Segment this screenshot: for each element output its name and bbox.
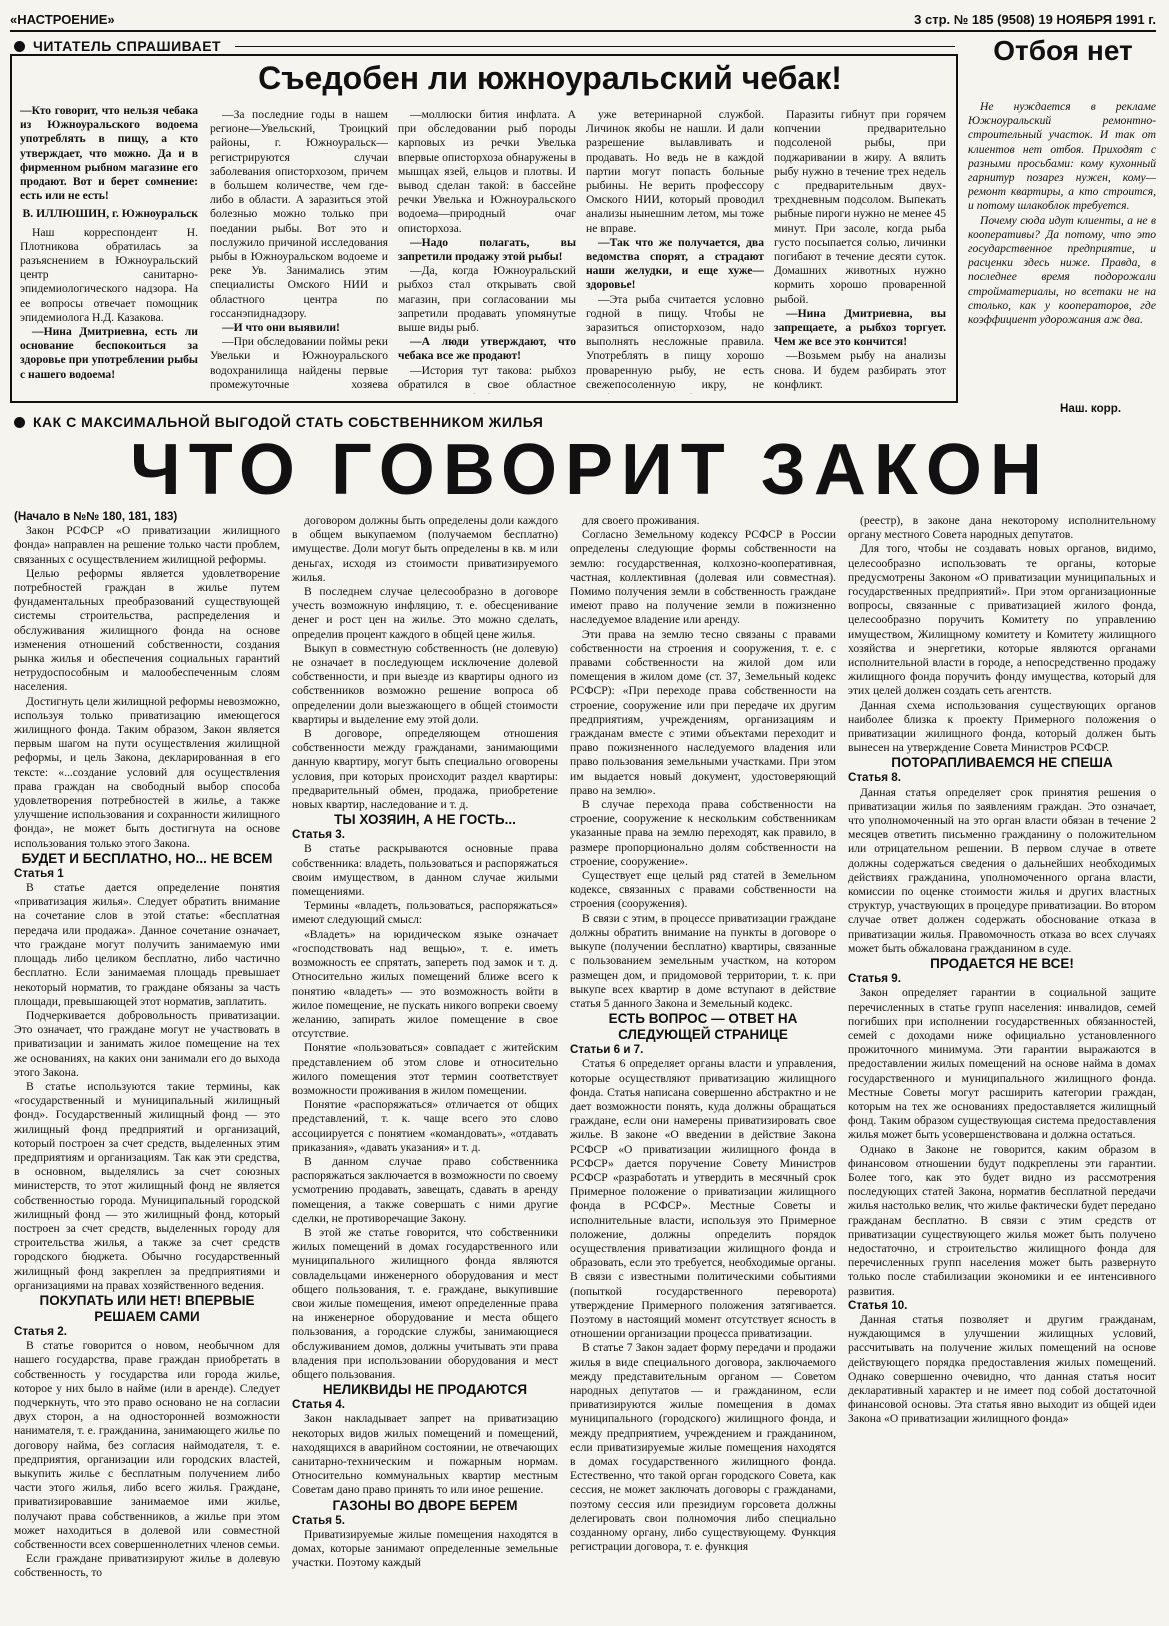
- side-note-signature: Наш. корр.: [1060, 402, 1122, 415]
- section-heading: БУДЕТ И БЕСПЛАТНО, НО... НЕ ВСЕМ: [21, 850, 273, 866]
- reader-q6: —Нина Дмитриевна, вы запрещаете, а рыбхоз торгует. Чем же все это кончится!: [774, 306, 946, 349]
- reader-q1: —Нина Дмитриевна, есть ли основание беспокоиться за здоровье при употреблении рыбы с нашего водоема!: [20, 325, 198, 381]
- law-paragraph: В статье используются такие термины, как «государственный и муниципальный жилищный фонд». Государственный жилищный фонд — это жилищный фонд предприятий и организаций, который построен за счет средств, выделенных этим предприятиям и организациям. Так как эти средства, в основном, выделялись за счет союзных министерств, то этот жилищный фонд не является собственностью города. Муниципальный городской жилищный фонд — это жилищный фонд, который построен за счет средств, выделенных городу для строительства жилья, а также за счет средств городского бюджета. Обычно государственный жилищный фонд закреплен за предприятиями и организациями на правах хозяйственного ведения.: [14, 1079, 280, 1292]
- article-label: Статья 3.: [292, 828, 345, 842]
- bullet-icon: [14, 41, 25, 52]
- law-paragraph: В данном случае право собственника распоряжаться заключается в возможности по своему усмотрению продавать, завещать, сдавать в аренду помещения, а также совершать с ними другие сделки, не противоречащие Закону.: [292, 1154, 558, 1225]
- section-heading: ТЫ ХОЗЯИН, А НЕ ГОСТЬ...: [334, 812, 516, 828]
- article-label: Статья 4.: [292, 1398, 345, 1412]
- law-paragraph: Существует еще целый ряд статей в Земельном кодексе, связанных с правами собственности на строения (сооружения).: [570, 869, 836, 911]
- article-label: Статья 5.: [292, 1513, 345, 1527]
- bullet-icon: [14, 417, 25, 428]
- law-paragraph: В этой же статье говорится, что собственники жилых помещений в домах государственного или муниципального жилищного фонда являются совладельцами инженерного оборудования и мест общего пользования, т. е. граждане, выкупившие свои жилые помещения, имеют определенные права на инженерное оборудование и места общего пользования, а городские службы, занимающиеся обслуживанием домов, должны учитывать эти права владения при использовании оборудования и мест общего пользования.: [292, 1225, 558, 1381]
- law-paragraph: Данная схема использования существующих органов наиболее близка к проекту Примерного положения о приватизации жилищного фонда, который должен быть вынесен на утверждение Совета Министров РСФСР.: [848, 698, 1156, 755]
- law-paragraph: В связи с этим, в процессе приватизации граждане должны обратить внимание на пункты в договоре о выкупе (получении бесплатно) квартиры, связанные с пользованием земельным участком, на котором размещен дом, и придомовой территории, т. к. при выкупе всех квартир в доме вступают в действие статья 5 данного Закона и Земельный кодекс.: [570, 911, 836, 1010]
- law-paragraph: В последнем случае целесообразно в договоре учесть возможную инфляцию, т. е. обесценивание денег и рост цен на жилье. Это можно сделать, определив процент каждого в общей цене жилья.: [292, 585, 558, 641]
- law-paragraph: Данная статья определяет срок принятия решения о приватизации жилья по заявлениям граждан. Это означает, что уполномоченный на это орган власти обязан в течение 2 месяцев ответить письменно гражданину о положительном или отрицательном решении. В первом случае в ответе должны содержаться сведения о дальнейших необходимых действиях гражданина, уполномоченного органа власти, комиссии по оценке стоимости жилья и других властных структур, участвующих в процедуре приватизации. Во втором случае ответ должен содержать обоснование отказа в приватизации жилья. Правомочность отказа во всех случаях может быть обжалована гражданином в суде.: [848, 785, 1156, 955]
- law-paragraph: (реестр), в законе дана некоторому исполнительному органу местного Совета народных депутатов.: [848, 514, 1156, 542]
- law-paragraph: Статья 6 определяет органы власти и управления, которые осуществляют приватизацию жилищного фонда. Статья написана совершенно абстрактно и не дает возможности понять, куда должны обращаться граждане, если они намерены приватизировать свое жилье. В законе «О введении в действие Закона РСФСР «О приватизации жилищного фонда в РСФСР» дается поручение Совету Министров РСФСР «разработать и утвердить в месячный срок Примерное положение о приватизации жилищного фонда в РСФСР». Местные Советы и исполнительные власти, используя это Примерное положение, должны определить порядок осуществления приватизации жилищного фонда и образовать, если это требуется, необходимые органы. В связи с известными политическими событиями (попыткой государственного переворота) утверждение Примерного положения затягивается. Поэтому в настоящий момент отсутствует ясность в отношении организации процесса приватизации.: [570, 1057, 836, 1341]
- reader-question: —Кто говорит, что нельзя чебака из Южноуральского водоема употреблять в пищу, а кто утверждает, что можно. Да и в фирменном рыбном магазине его продают. Вот и берет сомнение: есть или не есть!: [20, 104, 198, 203]
- newspaper-name: «НАСТРОЕНИЕ»: [10, 12, 115, 27]
- issue-info: 3 стр. № 185 (9508) 19 НОЯБРЯ 1991 г.: [914, 12, 1156, 27]
- article-label: Статья 9.: [848, 972, 901, 986]
- law-paragraph: Закон определяет гарантии в социальной защите перечисленных в статье групп населения: инвалидов, семей погибших при исполнении государственных обязанностей, семей с доходами ниже официально установленного прожиточного минимума. Эти гарантии выражаются в предоставлении жилых помещений на основе найма в домах государственного и муниципального жилищного фонда. Местные Советы могут расширить категории граждан, которым на тех же основаниях предоставляется жилищный фонд. Таким образом существующая система предоставления жилья может быть усовершенствована и должна остаться.: [848, 986, 1156, 1142]
- section-heading: ПОТОРАПЛИВАЕМСЯ НЕ СПЕША: [891, 755, 1113, 771]
- reader-q2: —И что они выявили!: [222, 321, 340, 335]
- reader-a6: —Возьмем рыбу на анализы снова. И будем разбирать этот конфликт.: [774, 349, 946, 391]
- law-paragraph: В случае перехода права собственности на строение, сооружение к нескольким собственникам указанные права на землю переходят, как правило, в размере пропорционально долям собственности на строение, сооружение».: [570, 798, 836, 868]
- section-heading: ГАЗОНЫ ВО ДВОРЕ БЕРЕМ: [332, 1497, 518, 1513]
- section-heading: НЕЛИКВИДЫ НЕ ПРОДАЮТСЯ: [322, 1382, 528, 1398]
- section-heading: ЕСТЬ ВОПРОС — ОТВЕТ НА СЛЕДУЮЩЕЙ СТРАНИЦЕ: [608, 1011, 798, 1043]
- law-paragraph: «Владеть» на юридическом языке означает «господствовать над вещью», т. е. иметь возможность ее спрятать, запереть под замок и т. д. Относительно жилых помещений ближе всего к понятию «владеть» — это возможность войти в жилое помещение, не пускать никого вопреки своему желанию, запирать жилое помещение в свое отсутствие.: [292, 927, 558, 1041]
- reader-q4: —А люди утверждают, что чебака все же продают!: [398, 335, 576, 363]
- law-paragraph: Приватизируемые жилые помещения находятся в домах, которые занимают определенные земельные участки. Поэтому каждый: [292, 1527, 558, 1570]
- reader-col-2: [210, 108, 388, 394]
- reader-a2: —При обследовании поймы реки Увельки и Южноуральского водохранилища найдены первые промежуточные хозяева: [210, 335, 388, 391]
- law-paragraph: Выкуп в совместную собственность (не долевую) не означает в последующем исключение долевой собственности, и при выезде из квартиры одного из собственников возможно решение вопроса об определении доли выезжающего в общей стоимости квартиры и выделение ему этой доли.: [292, 641, 558, 726]
- reader-col-3: [398, 108, 576, 394]
- law-paragraph: В статье раскрываются основные права собственника: владеть, пользоваться и распоряжаться своим имуществом, в данном случае жилыми помещениями.: [292, 842, 558, 899]
- law-kicker: КАК С МАКСИМАЛЬНОЙ ВЫГОДОЙ СТАТЬ СОБСТВЕННИКОМ ЖИЛЬЯ: [14, 414, 543, 430]
- law-col-3: [570, 514, 836, 1622]
- law-paragraph: Целью реформы является удовлетворение потребностей граждан в жилье путем фундаментальных преобразований существующей системы строительства, распределения и обслуживания жилищного фонда на основе изменения отношений собственности, создания рынка жилья и обеспечения социальных гарантий нетрудоспособным и малообеспеченным слоям населения.: [14, 566, 280, 694]
- reader-col-5: [774, 108, 946, 394]
- reader-headline: Съедобен ли южноуральский чебак!: [258, 60, 842, 96]
- reader-signature: В. ИЛЛЮШИН, г. Южноуральск: [22, 207, 198, 221]
- law-paragraph: договором должны быть определены доли каждого в общем выкупаемом (получаемом бесплатно) имуществе. Доли могут быть определены в кв. м или деньгах, исходя из стоимости приватизируемого жилья.: [292, 514, 558, 584]
- law-paragraph: Подчеркивается добровольность приватизации. Это означает, что граждане могут не участвовать в приватизации и занимать жилое помещение на тех же основаниях, на каких они занимали его до выхода этого Закона.: [14, 1008, 280, 1079]
- reader-q5: —Так что же получается, два ведомства спорят, а страдают наши желудки, и еще хуже—здоровье!: [586, 235, 764, 292]
- section-heading: ПРОДАЕТСЯ НЕ ВСЕ!: [930, 956, 1074, 972]
- top-rule: [10, 30, 1156, 32]
- reader-a4: —История тут такова: рыбхоз обратился в свое областное: [398, 363, 576, 391]
- article-label: Статьи 6 и 7.: [570, 1043, 644, 1057]
- law-paragraph: Понятие «распоряжаться» отличается от общих представлений, т. к. чаще всего это слово ассоциируется с понятием «командовать», «отдавать приказания», «давать указания» и т. д.: [292, 1098, 558, 1154]
- law-paragraph: для своего проживания.: [582, 514, 700, 527]
- law-paragraph: Данная статья позволяет и другим гражданам, нуждающимся в улучшении жилищных условий, рассчитывать на получение жилых помещений на основе действующего порядка предоставления жилых помещений. Однако совершенно очевидно, что данная статья носит декларативный характер и не имеет под собой достаточной финансовой основы. Эта статья явно выходит из общей идеи Закона «О приватизации жилищного фонда»: [848, 1312, 1156, 1426]
- reader-a4-cont: уже ветеринарной службой. Личинок якобы не нашли. И дали разрешение вылавливать и продавать. Но ведь не в каждой партии могут попасть больные рыбины. Не верить профессору Омского НИИ, который проводил анализы нынешним летом, мы тоже не вправе.: [586, 108, 764, 235]
- law-headline: ЧТО ГОВОРИТ ЗАКОН: [130, 430, 1050, 510]
- reader-a3: —Да, когда Южноуральский рыбхоз стал открывать свой магазин, при согласовании мы запретили продавать упомянутые выше виды рыб.: [398, 264, 576, 335]
- reader-kicker: ЧИТАТЕЛЬ СПРАШИВАЕТ: [14, 38, 221, 54]
- reader-a1: —За последние годы в нашем регионе—Увельский, Троицкий районы, г. Южноуральск—регистрируются случаи заболевания описторхозом, причем в большем количестве, чем где-либо в области. А заразиться этой болезнью можно только при поедании рыбы. Вот это и послужило причиной исследования рыбы в Южноуральском водоеме и реке Ув. Занимались этим специалисты Омского НИИ и областного центра по госсанэпиднадзору.: [210, 108, 388, 320]
- law-paragraph: В договоре, определяющем отношения собственности между гражданами, занимающими данную квартиру, могут быть специально оговорены условия, при которых происходит раздел квартиры: предварительный обмен, продажа, приобретение новых квартир, наследование и т. д.: [292, 727, 558, 812]
- kicker-rule: [235, 46, 955, 47]
- side-note-title: Отбоя нет: [993, 35, 1133, 66]
- law-col-4: [848, 514, 1156, 1622]
- law-paragraph: Закон накладывает запрет на приватизацию некоторых видов жилых помещений и помещений, находящихся в аварийном состоянии, не отвечающих санитарно-техническим и пожарным нормам. Относительно коммунальных квартир местным Советам дано право принять то или иное решение.: [292, 1412, 558, 1497]
- reader-a2-cont: —моллюски бития инфлата. А при обследовании рыб породы карповых из речки Увелька впервые описторхоза обнаружены в мышцах язей, ельцов и плотвы. И вывод сделан такой: в бассейне речки Увелька и Южноуральского водоема—природный очаг описторхоза.: [398, 108, 576, 235]
- law-paragraph: Однако в Законе не говорится, каким образом в финансовом отношении будут подкреплены эти гарантии. Более того, как это будет видно из рассмотрения последующих статей Закона, норматив бесплатной передачи жилья настолько велик, что жилье фактически будет передано гражданам бесплатно. В связи с этим средств от приватизации существующего жилья может быть получено недостаточно, и строительство жилищного фонда для перечисленных групп населения может быть развернуто только после стабилизации экономики и ее интенсивного развития.: [848, 1142, 1156, 1298]
- reader-intro: Наш корреспондент Н. Плотникова обратилась за разъяснением в Южноуральский центр санитарно-эпидемиологического надзора. На ее вопросы отвечает помощник эпидемиолога Н.Д. Казакова.: [20, 225, 198, 324]
- article-label: Статья 10.: [848, 1298, 908, 1312]
- law-paragraph: В статье дается определение понятия «приватизация жилья». Следует обратить внимание на сочетание слов в этой статье: «бесплатная передача или продажа». Данное сочетание означает, что граждане могут получить занимаемую ими площадь либо целиком бесплатно, либо частично бесплатно. Если занимаемая площадь превышает некоторый норматив, то граждане обязаны за часть площади, превышающей этот норматив, заплатить.: [14, 881, 280, 1008]
- law-paragraph: Эти права на землю тесно связаны с правами собственности на строения и сооружения, т. е. с правами собственности на жилой дом или помещения в жилом доме (ст. 37, Земельный кодекс РСФСР): «При переходе права собственности на строение, сооружение или при передаче их другим предприятиям, учреждениям, организациям и гражданам вместе с этими объектами переходит и право пожизненного наследуемого владения или право пользования земельными участками. При этом им выдается новый документ, удостоверяющий право на землю».: [570, 627, 836, 797]
- side-note-p2: Почему сюда идут клиенты, а не в кооперативы? Да потому, что это государственное предприятие, и расценки здесь ниже. Правда, в последнее время подорожали стройматериалы, но всетаки не на столько, как у кооператоров, где коэффициент удорожания аж два.: [968, 213, 1156, 327]
- reader-col-4: [586, 108, 764, 394]
- reader-q3: —Надо полагать, вы запретили продажу этой рыбы!: [398, 235, 576, 264]
- side-note-p1: Не нуждается в рекламе Южноуральский ремонтно-строительный участок. И так от клиентов нет отбоя. Приходят с разными просьбами: кому кухонный гарнитур позарез нужен, кому—ремонт квартиры, а кто строится, и потому шлакоблок требуется.: [968, 100, 1156, 213]
- law-paragraph: Согласно Земельному кодексу РСФСР в России определены следующие формы собственности на землю: государственная, колхозно-кооперативная, частная, коллективная (долевая или совместная). Помимо получения земли в собственность граждане имеют право на получение земли в пожизненно наследуемое владение или аренду.: [570, 528, 836, 627]
- continued-note: (Начало в №№ 180, 181, 183): [14, 510, 178, 523]
- law-paragraph: Понятие «пользоваться» совпадает с житейским представлением об этом слове и относительно жилого помещения этот термин соответствует возможности проживания в жилом помещении.: [292, 1041, 558, 1097]
- reader-a5: —Эта рыба считается условно годной в пищу. Чтобы не заразиться описторхозом, надо выполнять несложные правила. Употреблять в пищу хорошо проваренную рыбу, не есть свежепосоленную икру, не: [586, 292, 764, 391]
- article-label: Статья 2.: [14, 1324, 67, 1338]
- law-paragraph: Достигнуть цели жилищной реформы невозможно, используя только приватизацию имеющегося жилищного фонда. Таким образом, Закон является первым шагом на пути осуществления жилищной реформы, и цель Закона, декларированная в его тексте: «...создание условий для осуществления права граждан на свободный выбор способа удовлетворения потребностей в жилье, а также улучшение использования и сохранности жилищного фонда», не может быть достигнута на основе использования только этого Закона.: [14, 694, 280, 850]
- law-col-1: [14, 510, 280, 1622]
- law-paragraph: Для того, чтобы не создавать новых органов, видимо, целесообразно использовать те органы, которые предусмотрены Законом «О приватизации муниципальных и государственных предприятий». При этом организационные вопросы, связанные с приватизацией жилого фонда, целесообразно поручить Комитету по управлению имуществом, Жилищному комитету и Комитету жилищного хозяйства и энергетики, которые являются органами исполнительной власти в городе, а непосредственно продажу жилищного фонда поручить фонду имущества, который для этих целей должен создать сеть агентств.: [848, 542, 1156, 698]
- law-paragraph: Закон РСФСР «О приватизации жилищного фонда» направлен на решение только части проблем, связанных с осуществлением жилищной реформы.: [14, 524, 280, 566]
- reader-col-1: [20, 104, 198, 394]
- section-heading: ПОКУПАТЬ ИЛИ НЕТ! ВПЕРВЫЕ РЕШАЕМ САМИ: [39, 1292, 255, 1324]
- law-paragraph: В статье 7 Закон задает форму передачи и продажи жилья в виде специального договора, заключаемого между представительным органом — Советом народных депутатов — и гражданином, если приватизируются жилые помещения в домах муниципального (городского) жилищного фонда, и между предприятием, учреждением и гражданином, если приватизируемые жилые помещения находятся в домах государственного жилищного фонда. Естественно, что такой орган городского Совета, как сессия, не может заключать договоры с гражданами, поэтому сессия или президиум горсовета должны делегировать свои полномочия либо специально созданному органу, либо существующему. Функция регистрации договора, т. е. функция: [570, 1341, 836, 1554]
- article-label: Статья 1: [14, 866, 64, 880]
- law-paragraph: В статье говорится о новом, необычном для нашего государства, праве граждан приобретать в собственность у государства или города жилье, которое у них было в найме (или в аренде). Следует подчеркнуть, что это право основано не на согласии двух сторон, а на односторонней возможности нанимателя, т. е. гражданина, занимающего жилье по договору найма, без согласия наймодателя, т. е. предприятия, организации или городских властей, выкупить жилье с бесплатным получением либо части этого жилья, либо всего жилья. Граждане, приватизировавшие занимаемое ими жилье, получают права собственников, а жилье при этом может находиться в долевой или совместной собственности всех совершеннолетних членов семьи.: [14, 1339, 280, 1552]
- reader-a5-cont: Паразиты гибнут при горячем копчении предварительно подсоленой рыбы, при поджаривании в жиру. А вялить рыбу нужно в течение трех недель с предварительным двух-трехдневным подсолом. Выпекать рыбные пироги нужно не менее 45 минут. При засоле, когда рыба густо посыпается солью, личинки погибают в течение десяти суток. Домашних животных нужно кормить хорошо проваренной рыбой.: [774, 108, 946, 306]
- article-label: Статья 8.: [848, 771, 901, 785]
- law-col-2: [292, 514, 558, 1622]
- law-paragraph: Термины «владеть, пользоваться, распоряжаться» имеют следующий смысл:: [292, 899, 558, 927]
- masthead: [10, 8, 1156, 30]
- law-paragraph: Если граждане приватизируют жилье в долевую собственность, то: [14, 1552, 280, 1580]
- side-note-body: [968, 100, 1156, 390]
